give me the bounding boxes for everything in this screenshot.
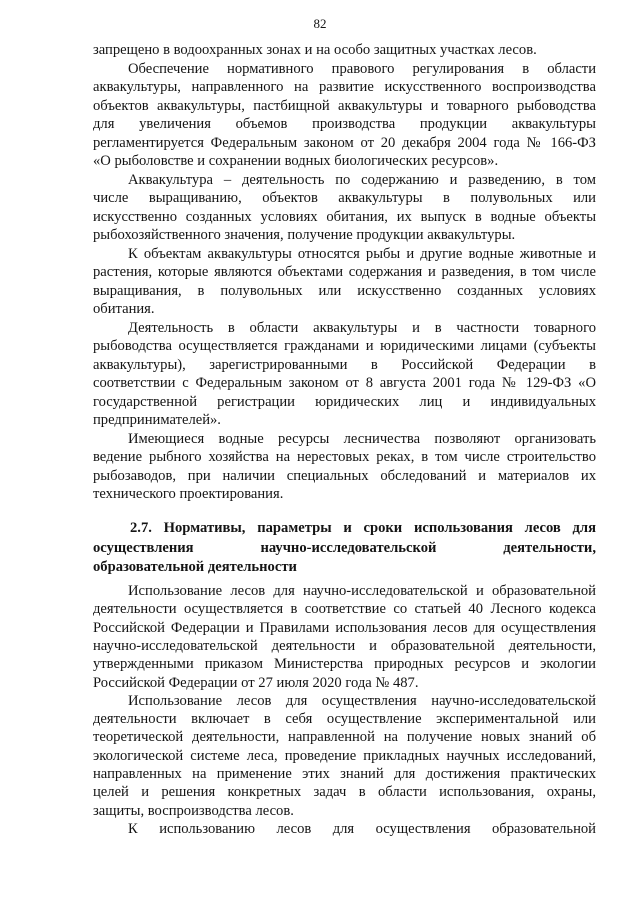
text-line: утвержденными приказом Министерства природных ресурсов и экологии	[93, 656, 596, 673]
text-line: объектов аквакультуры, пастбищной аквакультуры и товарного рыбоводства	[93, 97, 596, 114]
text-line: «О рыболовстве и сохранении водных биологических ресурсов».	[93, 153, 499, 169]
text-line: рыбозаводов, при наличии специальных обследований и материалов их	[93, 467, 596, 484]
text-line: выращивания, в полувольных или искусственно созданных условиях	[93, 282, 596, 299]
text-line: числе выращиванию, объектов аквакультуры в полувольных или	[93, 190, 596, 206]
heading-line: образовательной деятельности	[93, 559, 297, 575]
page-number: 82	[313, 16, 327, 31]
text-line: Российской Федерации от 27 июля 2020 года № 487.	[93, 674, 419, 691]
text-line: искусственно созданных условиях обитания, их выпуск в водные объекты	[93, 208, 596, 225]
text-line: запрещено в водоохранных зонах и на особо защитных участках лесов.	[93, 42, 537, 58]
text-line: К использованию лесов для осуществления образовательной	[128, 820, 596, 837]
text-line: растения, которые являются объектами содержания и разведения, в том числе	[93, 264, 596, 280]
text-line: научно-исследовательской деятельности и образовательной деятельности,	[93, 637, 596, 654]
text-line: рыбоводства осуществляется гражданами и юридическими лицами (субъекты	[93, 338, 596, 354]
text-line: Российской Федерации и Правилами использования лесов для осуществления	[93, 619, 596, 636]
text-line: регламентируется Федеральным законом от 20 декабря 2004 года № 166-ФЗ	[93, 134, 596, 151]
text-line: теоретической деятельности, направленной на получение новых знаний об	[93, 729, 596, 746]
text-line: направленных на применение этих знаний для достижения практических	[93, 766, 596, 782]
text-line: соответствии с Федеральным законом от 8 августа 2001 года № 129-ФЗ «О	[93, 375, 596, 391]
text-line: ведение рыбного хозяйства на нерестовых реках, в том числе строительство	[93, 449, 596, 465]
text-line: рыбохозяйственного значения, получение продукции аквакультуры.	[93, 227, 516, 243]
text-line: технического проектирования.	[93, 486, 284, 502]
text-line: защиты, воспроизводства лесов.	[93, 802, 294, 819]
text-line: государственной регистрации юридических лиц и индивидуальных	[93, 393, 596, 410]
text-line: Использование лесов для осуществления научно-исследовательской	[128, 692, 596, 709]
text-line: Обеспечение нормативного правового регулирования в области	[128, 60, 596, 77]
text-line: Использование лесов для научно-исследовательской и образовательной	[128, 583, 596, 599]
text-line: предпринимателей».	[93, 412, 221, 428]
text-line: К объектам аквакультуры относятся рыбы и другие водные животные и	[128, 245, 596, 262]
text-line: экологической системе леса, проведение прикладных научных исследований,	[93, 747, 596, 764]
text-line: аквакультуры), зарегистрированными в Российской Федерации в	[93, 356, 596, 373]
text-line: Имеющиеся водные ресурсы лесничества позволяют организовать	[128, 430, 596, 447]
heading-line: 2.7. Нормативы, параметры и сроки использования лесов для	[130, 520, 596, 536]
text-line: деятельности осуществляется в соответствие со статьей 40 Лесного кодекса	[93, 601, 596, 618]
text-line: Деятельность в области аквакультуры и в частности товарного	[128, 319, 596, 336]
text-line: деятельности включает в себя осуществление экспериментальной или	[93, 711, 596, 728]
text-line: аквакультуры, направленного на развитие искусственного воспроизводства	[93, 79, 596, 95]
heading-line: осуществления научно-исследовательской деятельности,	[93, 539, 596, 556]
text-line: для увеличения объемов производства продукции аквакультуры	[93, 116, 596, 132]
text-line: обитания.	[93, 301, 155, 317]
text-line: целей и решения конкретных задач в области использования, охраны,	[93, 784, 596, 801]
text-line: Аквакультура – деятельность по содержанию и разведению, в том	[128, 171, 596, 188]
